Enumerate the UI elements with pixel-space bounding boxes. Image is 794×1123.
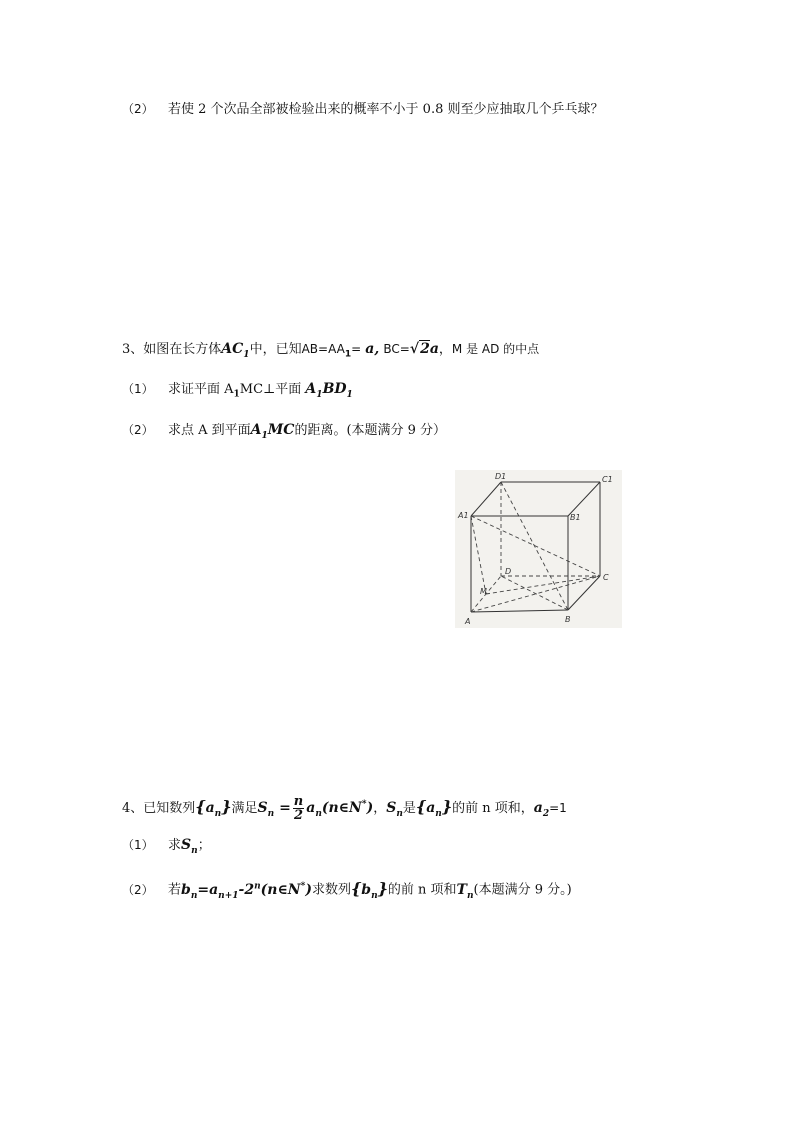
q4-is: 是: [402, 801, 416, 816]
q3-part2-number: （2）: [122, 423, 154, 437]
q3-intro-prefix: 3、如图在长方体: [122, 342, 222, 357]
q4-a2-value: =1: [549, 801, 567, 815]
label-a1: A1: [458, 511, 469, 520]
label-m: M: [480, 587, 487, 596]
line-d1b: [501, 482, 568, 610]
q4-part2-tail: (本题满分 9 分。): [473, 882, 572, 898]
label-b: B: [565, 615, 571, 624]
q4-formula-rhs: $a_n(n\in N^*)$: [306, 799, 374, 819]
line-a1m: [471, 516, 486, 594]
q3-part1-number: （1）: [122, 382, 154, 396]
q3-intro-comma: ，: [438, 342, 452, 357]
q4-formula: $S_n$ =: [257, 800, 291, 819]
q4-seq-a2: $\{a_n\}$: [415, 797, 453, 819]
label-a: A: [465, 617, 471, 626]
q4-seq-a: $\{a_n\}$: [195, 797, 232, 819]
q4-first-n: 的前 n 项和，: [452, 801, 534, 816]
q3-ac1: $AC_1$: [221, 341, 250, 360]
edge-a1d1: [471, 482, 501, 516]
q3-part2-text: 求点 A 到平面: [168, 423, 251, 438]
q4-part2-mid: 求数列: [311, 882, 351, 898]
q4-part1: [122, 836, 211, 860]
q3-part2-tail: 的距离。(本题满分 9 分）: [294, 423, 447, 438]
q4-part2-text: 若: [168, 882, 182, 898]
label-b1: B1: [570, 513, 581, 522]
edge-bc: [568, 576, 600, 610]
line-ac: [471, 576, 600, 612]
q4-fraction: $\frac{n}{2}$: [293, 794, 304, 823]
q4-part2-first: 的前 n 项和: [387, 882, 457, 898]
line-bd: [501, 576, 568, 610]
q3-part2-plane: $A_1MC$: [250, 422, 295, 441]
q3-intro-a: a,: [365, 341, 380, 357]
label-c: C: [603, 573, 609, 582]
line-a1c: [471, 516, 600, 576]
q2-part2: [122, 100, 603, 119]
q4-part1-end: ；: [197, 838, 211, 853]
q4-comma: ，: [373, 801, 387, 816]
q4-part1-sn: $S_n$: [181, 837, 198, 856]
q3-intro-eq: $AB=AA_1=$: [301, 342, 362, 360]
q3-sqrt2a: √2a: [409, 341, 439, 357]
q3-part1-text: 求证平面 $A_1MC\perp$平面: [168, 382, 302, 400]
q4-part2-number: （2）: [122, 882, 154, 897]
q4-intro: [122, 795, 567, 823]
q4-part2-formula: $b_n=a_{n+1}-2^n(n\in N^*)$: [181, 881, 312, 901]
q4-a2: $a_2$: [533, 800, 550, 819]
q4-part1-number: （1）: [122, 838, 154, 852]
q3-intro-mid: 中，已知: [249, 342, 302, 357]
q3-part1: [122, 380, 353, 404]
cuboid-figure: [455, 470, 622, 628]
edge-b1c1: [568, 482, 600, 516]
edge-ab: [471, 610, 568, 612]
q4-part2: [122, 877, 572, 904]
q3-intro-bc: BC=: [383, 342, 410, 356]
q4-sn2: $S_n$: [386, 800, 403, 819]
q3-part1-plane: $A_1BD_1$: [305, 381, 353, 400]
q3-part2: [122, 421, 446, 445]
cuboid-diagram: [455, 470, 622, 628]
q4-tn: $T_n$: [456, 881, 474, 901]
q4-part1-text: 求: [168, 838, 182, 853]
q4-intro-satisfy: 满足: [231, 801, 258, 816]
q4-seq-b: $\{b_n\}$: [350, 878, 388, 901]
q3-intro: [122, 340, 539, 364]
label-d1: D1: [495, 472, 507, 481]
q4-intro-prefix: 4、已知数列: [122, 801, 196, 816]
q2-part2-text: 若使 2 个次品全部被检验出来的概率不小于 0.8 则至少应抽取几个乒乓球？: [168, 102, 604, 117]
label-d: D: [505, 567, 512, 576]
label-c1: C1: [602, 475, 613, 484]
line-mc: [486, 576, 600, 594]
q3-intro-tail: M 是 AD 的中点: [451, 342, 540, 356]
q2-part2-number: （2）: [122, 102, 154, 116]
